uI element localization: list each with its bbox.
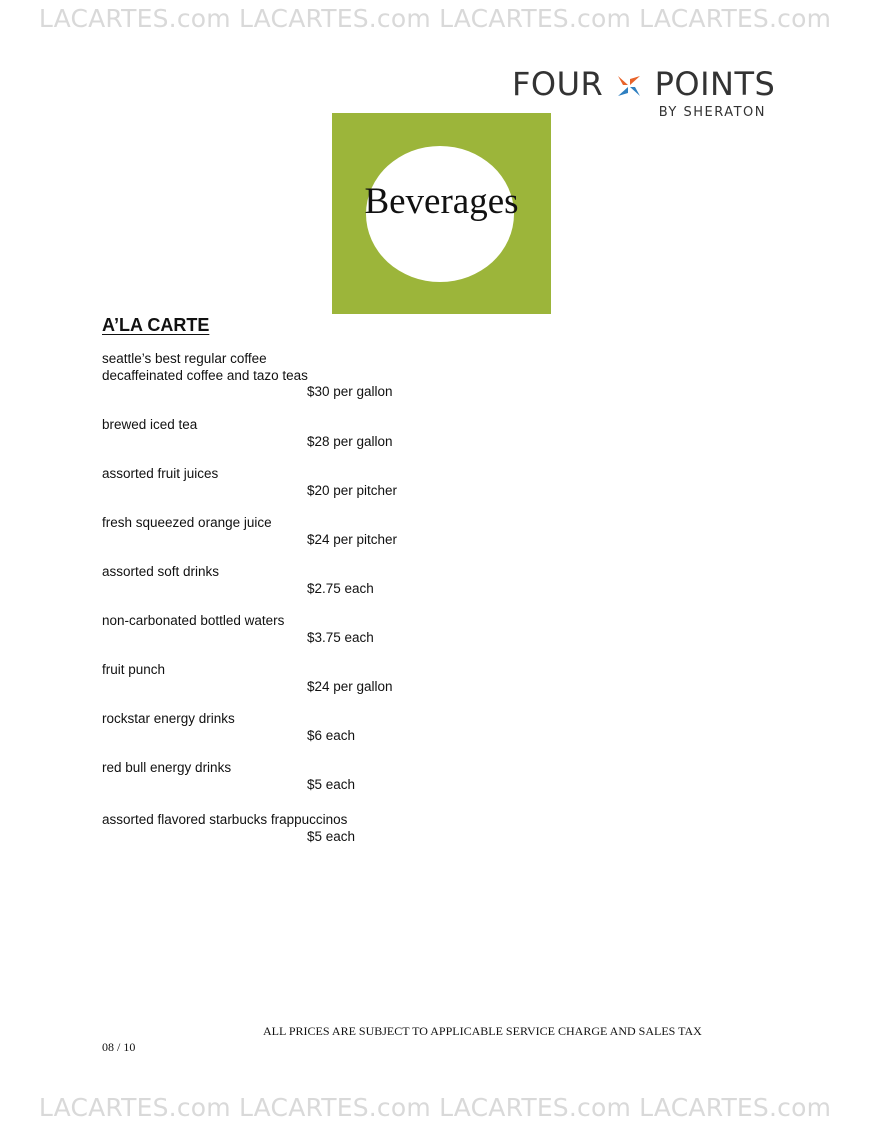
item-name: fresh squeezed orange juice [102,515,272,530]
item-name: brewed iced tea [102,417,198,432]
menu-item [102,711,602,760]
menu-item [102,812,602,864]
item-name: red bull energy drinks [102,760,232,775]
menu-item [102,351,602,417]
pricing-note: ALL PRICES ARE SUBJECT TO APPLICABLE SERVICE CHARGE AND SALES TAX [263,1024,702,1038]
item-price: $6 each [307,727,356,743]
page-number: 08 / 10 [102,1040,136,1054]
section-heading: A’LA CARTE [102,315,210,335]
item-price: $24 per gallon [307,678,393,694]
menu-item [102,564,602,613]
pinwheel-icon [616,73,642,99]
item-name: non-carbonated bottled waters [102,613,285,628]
item-price: $20 per pitcher [307,482,398,498]
menu-item [102,466,602,515]
menu-item [102,417,602,466]
item-price: $28 per gallon [307,433,393,449]
item-name: assorted flavored starbucks frappuccinos [102,812,348,827]
item-price: $24 per pitcher [307,531,398,547]
page-title: Beverages [364,181,519,222]
logo-tagline: BY SHERATON [658,105,766,120]
item-name: assorted soft drinks [102,564,220,579]
item-price: $5 each [307,776,356,792]
item-price: $5 each [307,828,356,844]
item-price: $2.75 each [307,580,374,596]
item-price: $30 per gallon [307,384,393,399]
menu-list [102,351,602,864]
logo-brand-left: FOUR [512,65,604,103]
item-price: $3.75 each [307,629,374,645]
watermark-top: LACARTES.com LACARTES.com LACARTES.com LACARTES.com [38,4,832,33]
menu-item [102,515,602,564]
header-badge [332,113,551,314]
menu-item [102,760,602,809]
logo-brand-right: POINTS [654,65,776,103]
item-name: assorted fruit juices [102,466,219,481]
menu-item [102,613,602,662]
four-points-logo [512,64,776,124]
item-name: seattle’s best regular coffee [102,351,267,366]
item-name: fruit punch [102,662,166,677]
menu-item [102,662,602,711]
watermark-bottom: LACARTES.com LACARTES.com LACARTES.com LACARTES.com [38,1093,832,1122]
item-name: rockstar energy drinks [102,711,235,726]
item-name-secondary: decaffeinated coffee and tazo teas [102,367,308,383]
